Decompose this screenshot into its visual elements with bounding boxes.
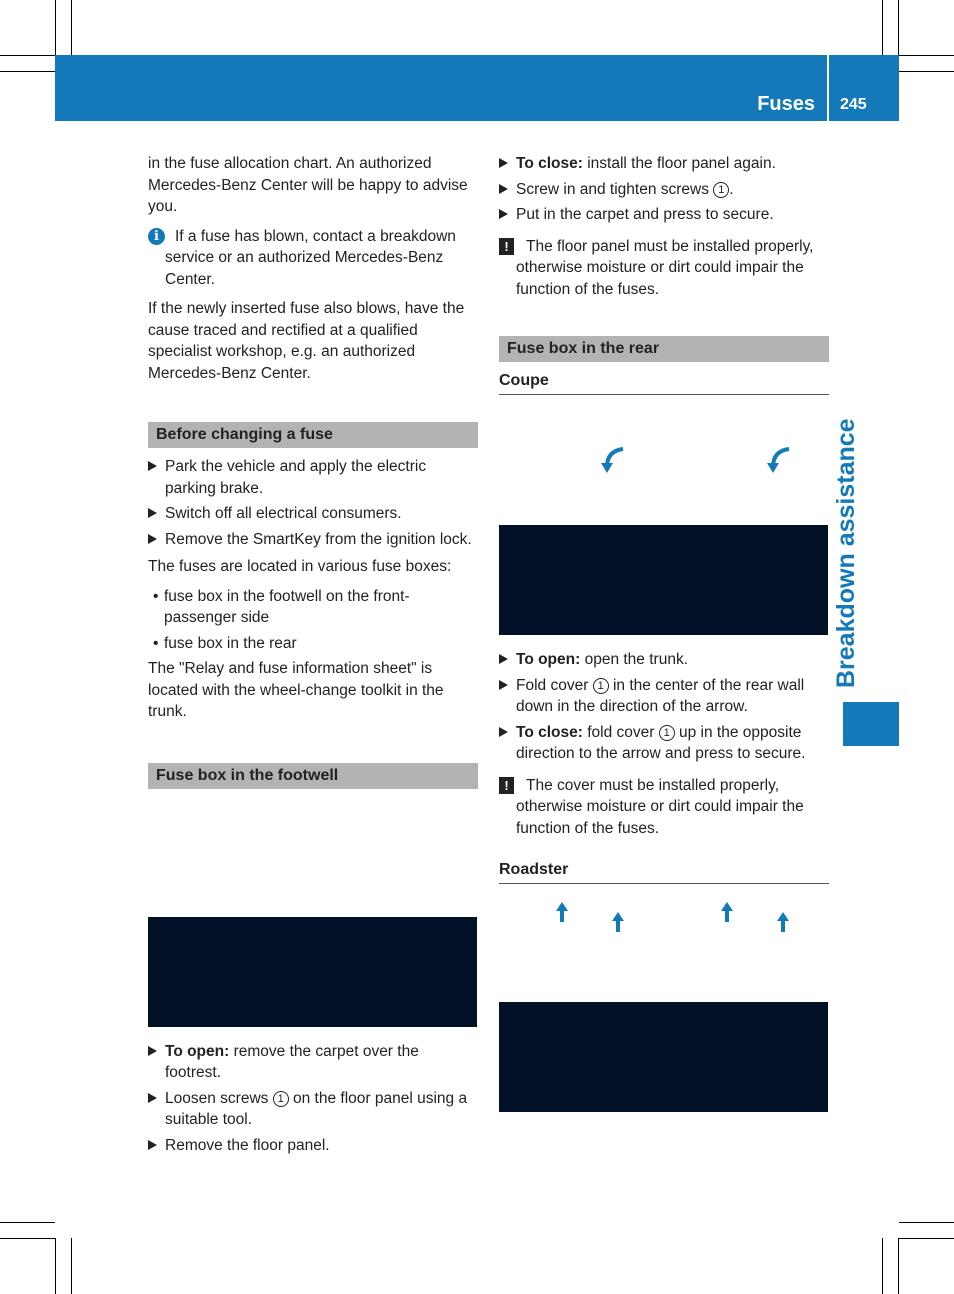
section-title: Fuses (757, 93, 815, 115)
bullet-dot-icon: • (153, 587, 159, 605)
instruction-step: To close: install the floor panel again. (499, 153, 829, 175)
roadster-figure (499, 894, 828, 1112)
crop-mark (899, 1238, 954, 1239)
figure-illustration (499, 405, 828, 525)
figure-image (148, 917, 477, 1027)
callout-number: 1 (273, 1091, 289, 1107)
callout-number: 1 (659, 725, 675, 741)
crop-mark (898, 1238, 899, 1294)
callout-number: 1 (593, 678, 609, 694)
warning-icon: ! (499, 238, 514, 255)
page-number: 245 (840, 96, 867, 113)
warning-note (499, 236, 829, 301)
left-column (148, 153, 478, 1160)
crop-mark (71, 0, 72, 55)
crop-mark (0, 55, 55, 56)
crop-mark (882, 0, 883, 55)
info-icon: i (148, 228, 165, 245)
coupe-figure (499, 405, 828, 635)
header-divider (827, 55, 829, 121)
triangle-bullet-icon (499, 209, 508, 219)
warning-text: The cover must be installed properly, otherwise moisture or dirt could impair the function of the fuses. (516, 776, 804, 837)
triangle-bullet-icon (148, 534, 157, 544)
side-tab-label: Breakdown assistance (832, 418, 860, 688)
info-note (148, 226, 478, 291)
paragraph: The fuses are located in various fuse boxes: (148, 558, 452, 575)
instruction-step: Fold cover 1 in the center of the rear wall down in the direction of the arrow. (499, 675, 829, 718)
figure-image (499, 1002, 828, 1112)
side-tab (828, 418, 878, 690)
figure-illustration (148, 797, 477, 917)
triangle-bullet-icon (499, 654, 508, 664)
crop-mark (899, 1222, 954, 1223)
triangle-bullet-icon (148, 1140, 157, 1150)
crop-mark (0, 1222, 55, 1223)
section-heading: Before changing a fuse (148, 422, 478, 448)
triangle-bullet-icon (148, 1093, 157, 1103)
crop-mark (899, 71, 954, 72)
right-column (499, 153, 829, 1126)
list-item: • fuse box in the rear (148, 633, 478, 655)
subheading: Coupe (499, 370, 829, 395)
instruction-step: Park the vehicle and apply the electric parking brake. (148, 456, 478, 499)
crop-mark (898, 0, 899, 55)
info-note-text: If a fuse has blown, contact a breakdown service or an authorized Mercedes-Benz Center. (165, 227, 456, 288)
triangle-bullet-icon (499, 727, 508, 737)
triangle-bullet-icon (499, 680, 508, 690)
subheading: Roadster (499, 859, 829, 884)
figure-illustration (499, 894, 828, 1002)
triangle-bullet-icon (499, 184, 508, 194)
warning-icon: ! (499, 777, 514, 794)
callout-number: 1 (713, 182, 729, 198)
instruction-step: Remove the SmartKey from the ignition lock. (148, 529, 478, 551)
crop-mark (71, 1238, 72, 1294)
section-heading: Fuse box in the footwell (148, 763, 478, 789)
paragraph: The "Relay and fuse information sheet" is located with the wheel-change toolkit in the trunk. (148, 660, 444, 720)
crop-mark (55, 1238, 56, 1294)
list-item: • fuse box in the footwell on the front-passenger side (153, 587, 410, 626)
instruction-step: Screw in and tighten screws 1 . (499, 179, 829, 201)
instruction-step: Switch off all electrical consumers. (148, 503, 478, 525)
bullet-dot-icon: • (153, 634, 159, 652)
paragraph: If the newly inserted fuse also blows, have the cause traced and rectified at a qualified specialist workshop, e.g. an authorized Mercedes-Benz Center. (148, 300, 465, 382)
crop-mark (0, 1238, 55, 1239)
up-arrow-icon (611, 910, 625, 934)
warning-note (499, 775, 829, 840)
up-arrow-icon (555, 900, 569, 924)
triangle-bullet-icon (148, 461, 157, 471)
instruction-step: To open: open the trunk. (499, 649, 829, 671)
crop-mark (0, 71, 55, 72)
triangle-bullet-icon (148, 1046, 157, 1056)
warning-text: The floor panel must be installed properly, otherwise moisture or dirt could impair the function of the fuses. (516, 237, 814, 298)
crop-mark (55, 0, 56, 55)
up-arrow-icon (776, 910, 790, 934)
instruction-step: Remove the floor panel. (148, 1135, 478, 1157)
footwell-figure (148, 797, 477, 1027)
intro-text: in the fuse allocation chart. An authorized Mercedes-Benz Center will be happy to advise you. (148, 155, 468, 215)
triangle-bullet-icon (148, 508, 157, 518)
crop-mark (882, 1238, 883, 1294)
instruction-step: Put in the carpet and press to secure. (499, 204, 829, 226)
crop-mark (899, 55, 954, 56)
curved-arrow-icon (765, 445, 793, 477)
figure-image (499, 525, 828, 635)
instruction-step: To open: remove the carpet over the footrest. (148, 1041, 478, 1084)
section-heading: Fuse box in the rear (499, 336, 829, 362)
side-tab-marker (843, 702, 899, 746)
triangle-bullet-icon (499, 158, 508, 168)
page-header (55, 55, 899, 121)
instruction-step: Loosen screws 1 on the floor panel using a suitable tool. (148, 1088, 478, 1131)
curved-arrow-icon (599, 445, 627, 477)
up-arrow-icon (720, 900, 734, 924)
instruction-step: To close: fold cover 1 up in the opposite direction to the arrow and press to secure. (499, 722, 829, 765)
